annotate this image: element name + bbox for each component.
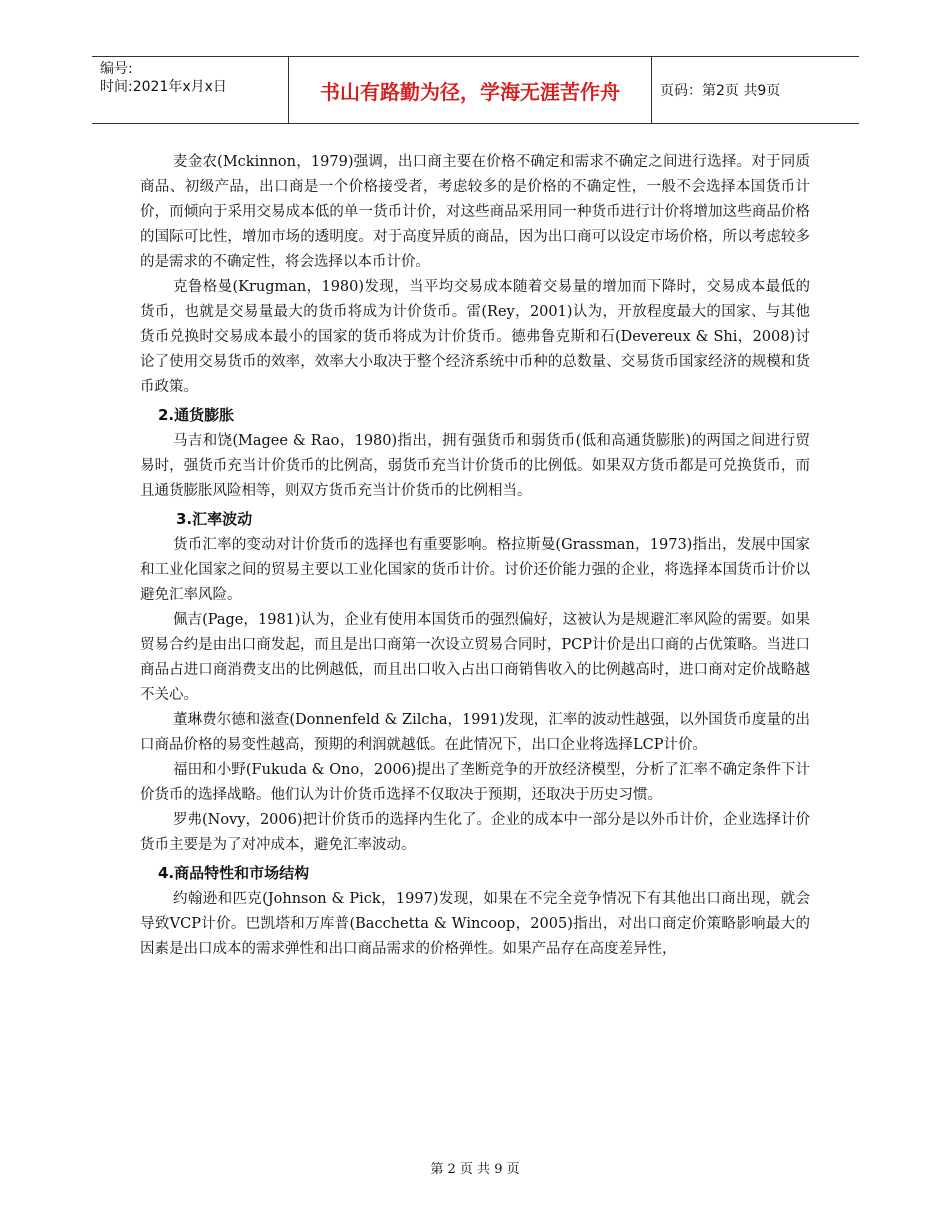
- section-heading: 2.通货膨胀: [158, 406, 235, 424]
- section-heading: 3.汇率波动: [176, 510, 253, 528]
- header-motto: 书山有路勤为径，学海无涯苦作舟: [288, 57, 652, 123]
- section-heading: 4.商品特性和市场结构: [158, 864, 310, 882]
- paragraph: 罗弗(Novy，2006)把计价货币的选择内生化了。企业的成本中一部分是以外币计价，企业选择计价货币主要是为了对冲成本，避免汇率波动。: [140, 812, 811, 853]
- paragraph: 佩吉(Page，1981)认为，企业有使用本国货币的强烈偏好，这被认为是规避汇率风险的需要。如果贸易合约是由出口商发起，而且是出口商第一次设立贸易合同时，PCP计价是出口商的占优策略。当进口商品占进口商消费支出的比例越低，而且出口收入占出口商销售收入的比例越高时，进口商对定价战略越不关心。: [140, 612, 810, 703]
- document-body: [140, 150, 810, 962]
- paragraph: 麦金农(Mckinnon，1979)强调，出口商主要在价格不确定和需求不确定之间进行选择。对于同质商品、初级产品，出口商是一个价格接受者，考虑较多的是价格的不确定性，一般不会选择本国货币计价，而倾向于采用交易成本低的单一货币计价，对这些商品采用同一种货币进行计价将增加这些商品价格的国际可比性，增加市场的透明度。对于高度异质的商品，因为出口商可以设定市场价格，所以考虑较多的是需求的不确定性，将会选择以本币计价。: [140, 154, 810, 270]
- page-footer: 第 2 页 共 9 页: [430, 1162, 520, 1177]
- paragraph: 马吉和饶(Magee & Rao，1980)指出，拥有强货币和弱货币(低和高通货膨胀)的两国之间进行贸易时，强货币充当计价货币的比例高，弱货币充当计价货币的比例低。如果双方货币都是可兑换货币，而且通货膨胀风险相等，则双方货币充当计价货币的比例相当。: [140, 433, 810, 499]
- page-header: [92, 56, 859, 124]
- time-label: 时间:2021年x月x日: [100, 79, 227, 95]
- paragraph: 董琳费尔德和滋查(Donnenfeld & Zilcha，1991)发现，汇率的波动性越强，以外国货币度量的出口商品价格的易变性越高，预期的利润就越低。在此情况下，出口企业将选择LCP计价。: [140, 712, 810, 753]
- header-meta: [92, 57, 288, 123]
- header-page-info: 页码：第2页 共9页: [660, 83, 781, 99]
- paragraph: 克鲁格曼(Krugman，1980)发现，当平均交易成本随着交易量的增加而下降时，交易成本最低的货币，也就是交易量最大的货币将成为计价货币。雷(Rey，2001)认为，开放程度最大的国家、与其他货币兑换时交易成本最小的国家的货币将成为计价货币。德弗鲁克斯和石(Devereux & Shi，2008)讨论了使用交易货币的效率，效率大小取决于整个经济系统中币种的总数量、交易货币国家经济的规模和货币政策。: [140, 279, 810, 395]
- paragraph: 福田和小野(Fukuda & Ono，2006)提出了垄断竞争的开放经济模型，分析了汇率不确定条件下计价货币的选择战略。他们认为计价货币选择不仅取决于预期，还取决于历史习惯。: [140, 762, 810, 803]
- number-label: 编号:: [100, 61, 133, 77]
- paragraph: 货币汇率的变动对计价货币的选择也有重要影响。格拉斯曼(Grassman，1973)指出，发展中国家和工业化国家之间的贸易主要以工业化国家的货币计价。讨价还价能力强的企业，将选择本国货币计价以避免汇率风险。: [140, 537, 810, 603]
- paragraph: 约翰逊和匹克(Johnson & Pick，1997)发现，如果在不完全竞争情况下有其他出口商出现，就会导致VCP计价。巴凯塔和万库普(Bacchetta & Wincoop，2005)指出，对出口商定价策略影响最大的因素是出口成本的需求弹性和出口商品需求的价格弹性。如果产品存在高度差异性，: [140, 891, 810, 957]
